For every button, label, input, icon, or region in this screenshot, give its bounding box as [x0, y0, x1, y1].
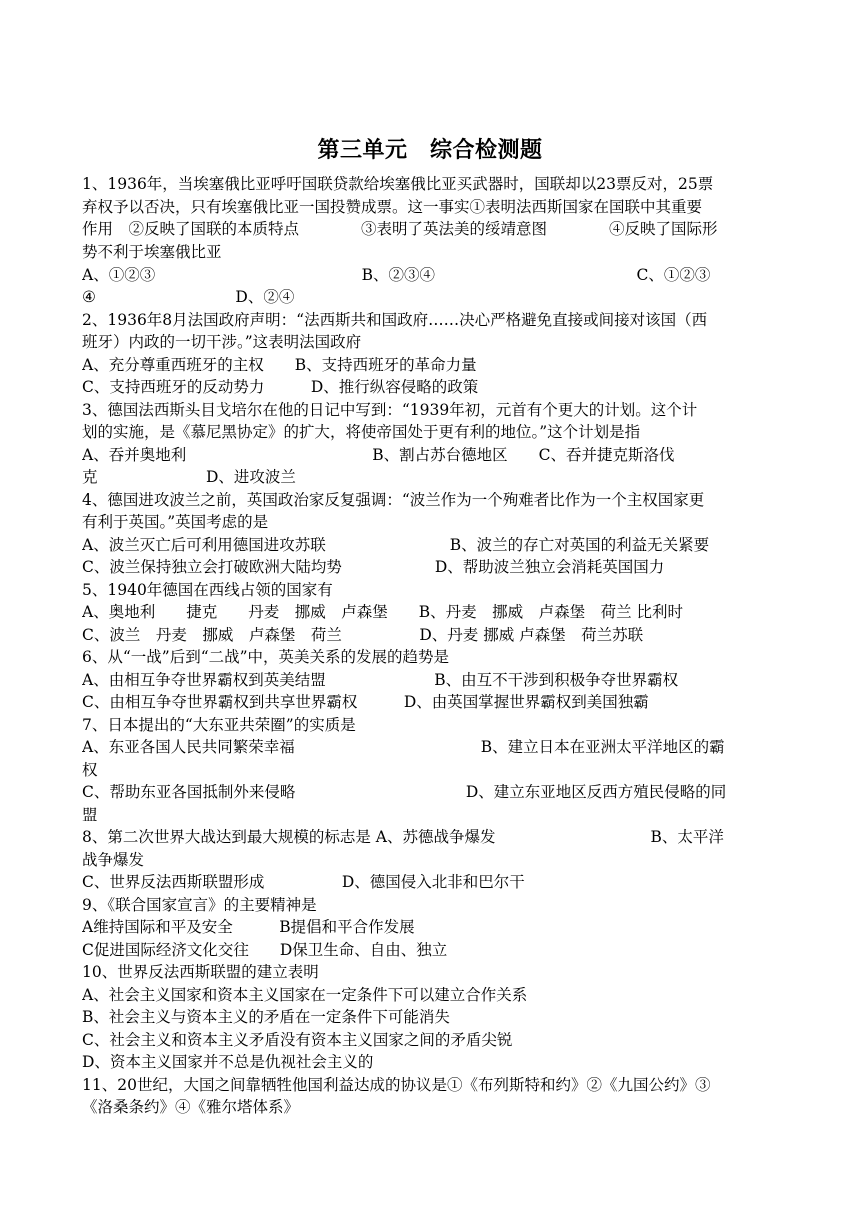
- q5-line-1: 5、1940年德国在西线占领的国家有: [82, 581, 333, 599]
- q3-options-line-2: 克 D、进攻波兰: [82, 468, 296, 486]
- q1-line-2: 弃权予以否决，只有埃塞俄比亚一国投赞成票。这一事实①表明法西斯国家在国联中其重要: [82, 198, 703, 216]
- q5-options-line-2: C、波兰 丹麦 挪威 卢森堡 荷兰 D、丹麦 挪威 卢森堡 荷兰苏联: [82, 626, 644, 644]
- q1-options-line-2: ④ D、②④: [82, 288, 295, 306]
- q4-line-1: 4、德国进攻波兰之前，英国政治家反复强调：“波兰作为一个殉难者比作为一个主权国家更: [82, 491, 705, 509]
- q9-line-1: 9、《联合国家宣言》的主要精神是: [82, 896, 317, 914]
- q2-line-2: 班牙）内政的一切干涉。”这表明法国政府: [82, 333, 362, 351]
- document-title: 第三单元 综合检测题: [317, 138, 543, 163]
- q5-options-line-1: A、奥地利 捷克 丹麦 挪威 卢森堡 B、丹麦 挪威 卢森堡 荷兰 比利时: [82, 603, 684, 621]
- q2-options-line-2: C、支持西班牙的反动势力 D、推行纵容侵略的政策: [82, 378, 479, 396]
- q9-options-line-1: A维持国际和平及安全 B提倡和平合作发展: [82, 918, 415, 936]
- q11-line-1: 11、20世纪，大国之间靠牺牲他国利益达成的协议是①《布列斯特和约》②《九国公约》③: [82, 1076, 711, 1094]
- q4-options-line-2: C、波兰保持独立会打破欧洲大陆均势 D、帮助波兰独立会消耗英国国力: [82, 558, 665, 576]
- q6-options-line-1: A、由相互争夺世界霸权到英美结盟 B、由互不干涉到积极争夺世界霸权: [82, 671, 679, 689]
- q7-options-line-4: 盟: [82, 806, 98, 824]
- q2-options-line-1: A、充分尊重西班牙的主权 B、支持西班牙的革命力量: [82, 356, 477, 374]
- q7-options-line-2: 权: [82, 761, 98, 779]
- q7-options-line-1: A、东亚各国人民共同繁荣幸福 B、建立日本在亚洲太平洋地区的霸: [82, 738, 725, 756]
- q6-options-line-2: C、由相互争夺世界霸权到共享世界霸权 D、由英国掌握世界霸权到美国独霸: [82, 693, 649, 711]
- q3-line-2: 划的实施，是《慕尼黑协定》的扩大，将使帝国处于更有利的地位。”这个计划是指: [82, 423, 641, 441]
- q10-option-d: D、资本主义国家并不总是仇视社会主义的: [82, 1053, 374, 1071]
- q11-line-2: 《洛桑条约》④《雅尔塔体系》: [82, 1098, 300, 1116]
- q9-options-line-2: C促进国际经济文化交往 D保卫生命、自由、独立: [82, 941, 448, 959]
- q7-line-1: 7、日本提出的“大东亚共荣圈”的实质是: [82, 716, 356, 734]
- q10-line-1: 10、世界反法西斯联盟的建立表明: [82, 963, 319, 981]
- q8-line-2: 战争爆发: [82, 851, 145, 869]
- q4-options-line-1: A、波兰灭亡后可利用德国进攻苏联 B、波兰的存亡对英国的利益无关紧要: [82, 536, 710, 554]
- q1-options-line-1: A、①②③ B、②③④ C、①②③: [82, 266, 711, 284]
- q10-option-b: B、社会主义与资本主义的矛盾在一定条件下可能消失: [82, 1008, 450, 1026]
- q8-options-line: C、世界反法西斯联盟形成 D、德国侵入北非和巴尔干: [82, 873, 525, 891]
- q6-line-1: 6、从“一战”后到“二战”中，英美关系的发展的趋势是: [82, 648, 450, 666]
- q3-options-line-1: A、吞并奥地利 B、割占苏台德地区 C、吞并捷克斯洛伐: [82, 446, 675, 464]
- q8-line-1: 8、第二次世界大战达到最大规模的标志是 A、苏德战争爆发 B、太平洋: [82, 828, 724, 846]
- q7-options-line-3: C、帮助东亚各国抵制外来侵略 D、建立东亚地区反西方殖民侵略的同: [82, 783, 727, 801]
- q3-line-1: 3、德国法西斯头目戈培尔在他的日记中写到：“1939年初，元首有个更大的计划。这个计: [82, 401, 698, 419]
- q1-line-3: 作用 ②反映了国联的本质特点 ③表明了英法美的绥靖意图 ④反映了国际形: [82, 220, 718, 238]
- q2-line-1: 2、1936年8月法国政府声明：“法西斯共和国政府……决心严格避免直接或间接对该国（西: [82, 311, 708, 329]
- q10-option-a: A、社会主义国家和资本主义国家在一定条件下可以建立合作关系: [82, 986, 528, 1004]
- q4-line-2: 有利于英国。”英国考虑的是: [82, 513, 269, 531]
- q1-line-4: 势不利于埃塞俄比亚: [82, 243, 222, 261]
- q10-option-c: C、社会主义和资本主义矛盾没有资本主义国家之间的矛盾尖锐: [82, 1031, 513, 1049]
- q1-line-1: 1、1936年，当埃塞俄比亚呼吁国联贷款给埃塞俄比亚买武器时，国联却以23票反对，25票: [82, 175, 714, 193]
